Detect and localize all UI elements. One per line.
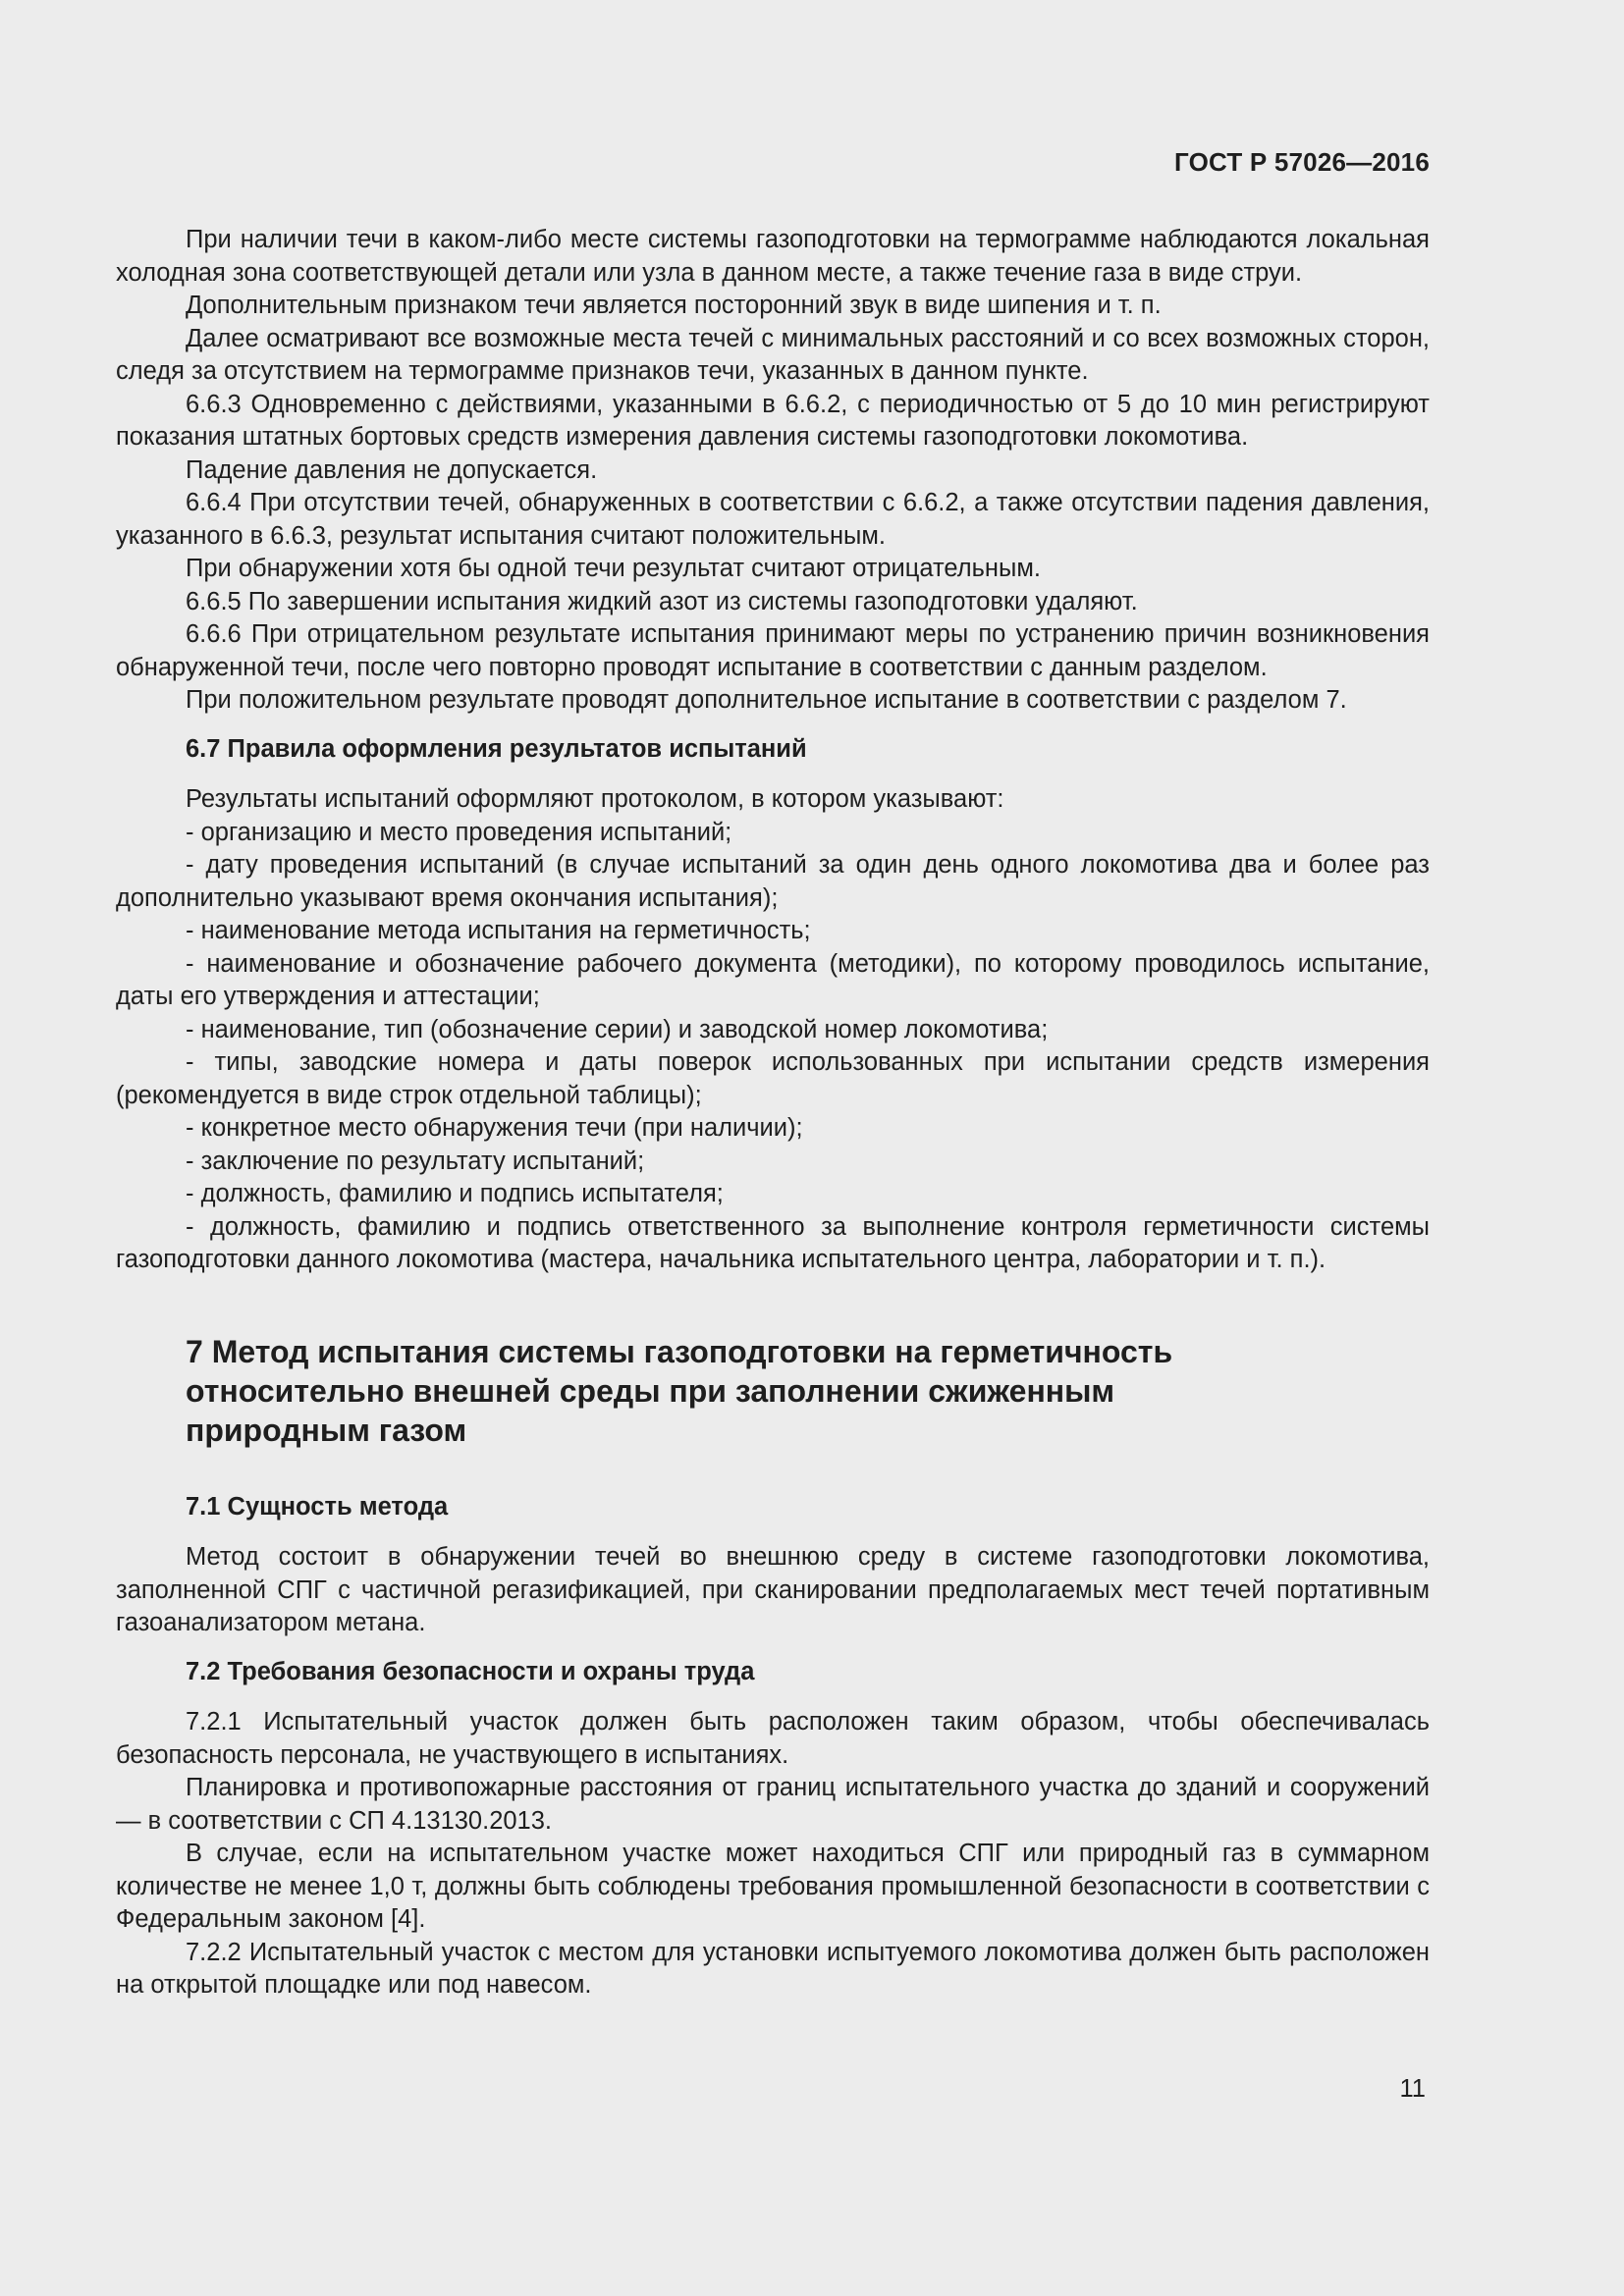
list-item: - должность, фамилию и подпись испытателя;: [186, 1180, 724, 1207]
list-item: - заключение по результату испытаний;: [186, 1147, 645, 1175]
paragraph: Дополнительным признаком течи является посторонний звук в виде шипения и т. п.: [186, 292, 1162, 319]
paragraph: При обнаружении хотя бы одной течи результат считают отрицательным.: [186, 555, 1041, 582]
paragraph: При наличии течи в каком-либо месте системы газоподготовки на термограмме наблюдаются локальная холодная зона соответствующей детали или узла в данном месте, а также течение газа в виде струи.: [116, 226, 1430, 287]
page-number: 11: [1399, 2075, 1426, 2103]
paragraph: Далее осматривают все возможные места течей с минимальных расстояний и со всех возможных сторон, следя за отсутствием на термограмме признаков течи, указанных в данном пункте.: [116, 324, 1430, 385]
list-item: - организацию и место проведения испытаний;: [186, 818, 732, 846]
section-heading-7: 7 Метод испытания системы газоподготовки на герметичность относительно внешней среды при заполнении сжиженным природным газом: [186, 1333, 1173, 1448]
paragraph: Планировка и противопожарные расстояния от границ испытательного участка до зданий и сооружений — в соответствии с СП 4.13130.2013.: [116, 1774, 1430, 1835]
paragraph: Результаты испытаний оформляют протоколом, в котором указывают:: [186, 785, 1004, 813]
list-item: - типы, заводские номера и даты поверок использованных при испытании средств измерения (рекомендуется в виде строк отдельной таблицы);: [116, 1048, 1430, 1109]
section-heading-6-7: 6.7 Правила оформления результатов испытаний: [186, 734, 807, 763]
section-heading-7-2: 7.2 Требования безопасности и охраны труда: [186, 1657, 755, 1685]
paragraph: 7.2.2 Испытательный участок с местом для установки испытуемого локомотива должен быть расположен на открытой площадке или под навесом.: [116, 1938, 1430, 1999]
list-item: - наименование метода испытания на герметичность;: [186, 917, 811, 944]
paragraph: 6.6.3 Одновременно с действиями, указанными в 6.6.2, с периодичностью от 5 до 10 мин регистрируют показания штатных бортовых средств измерения давления системы газоподготовки локомотива.: [116, 390, 1430, 451]
list-item: - дату проведения испытаний (в случае испытаний за один день одного локомотива два и более раз дополнительно указывают время окончания испытания);: [116, 851, 1430, 912]
list-item: - наименование, тип (обозначение серии) и заводской номер локомотива;: [186, 1015, 1049, 1043]
paragraph: 6.6.5 По завершении испытания жидкий азот из системы газоподготовки удаляют.: [186, 587, 1138, 615]
paragraph: При положительном результате проводят дополнительное испытание в соответствии с разделом 7.: [186, 686, 1347, 714]
list-item: - наименование и обозначение рабочего документа (методики), по которому проводилось испытание, даты его утверждения и аттестации;: [116, 949, 1430, 1010]
paragraph: Метод состоит в обнаружении течей во внешнюю среду в системе газоподготовки локомотива, заполненной СПГ с частичной регазификацией, при сканировании предполагаемых мест течей портативным газоанализатором метана.: [116, 1543, 1430, 1636]
paragraph: 7.2.1 Испытательный участок должен быть расположен таким образом, чтобы обеспечивалась безопасность персонала, не участвующего в испытаниях.: [116, 1708, 1430, 1769]
section-heading-7-1: 7.1 Сущность метода: [186, 1492, 449, 1521]
list-item: - конкретное место обнаружения течи (при наличии);: [186, 1114, 803, 1142]
list-item: - должность, фамилию и подпись ответственного за выполнение контроля герметичности системы газоподготовки данного локомотива (мастера, начальника испытательного центра, лаборатории и т. п.).: [116, 1212, 1430, 1273]
document-number-header: ГОСТ Р 57026—2016: [1174, 147, 1430, 177]
paragraph: Падение давления не допускается.: [186, 455, 598, 484]
paragraph: 6.6.6 При отрицательном результате испытания принимают меры по устранению причин возникновения обнаруженной течи, после чего повторно проводят испытание в соответствии с данным разделом.: [116, 620, 1430, 681]
paragraph: 6.6.4 При отсутствии течей, обнаруженных в соответствии с 6.6.2, а также отсутствии падения давления, указанного в 6.6.3, результат испытания считают положительным.: [116, 489, 1430, 550]
paragraph: В случае, если на испытательном участке может находиться СПГ или природный газ в суммарном количестве не менее 1,0 т, должны быть соблюдены требования промышленной безопасности в соответствии с Федеральным законом [4].: [116, 1840, 1430, 1933]
page-content: [116, 224, 1430, 2002]
